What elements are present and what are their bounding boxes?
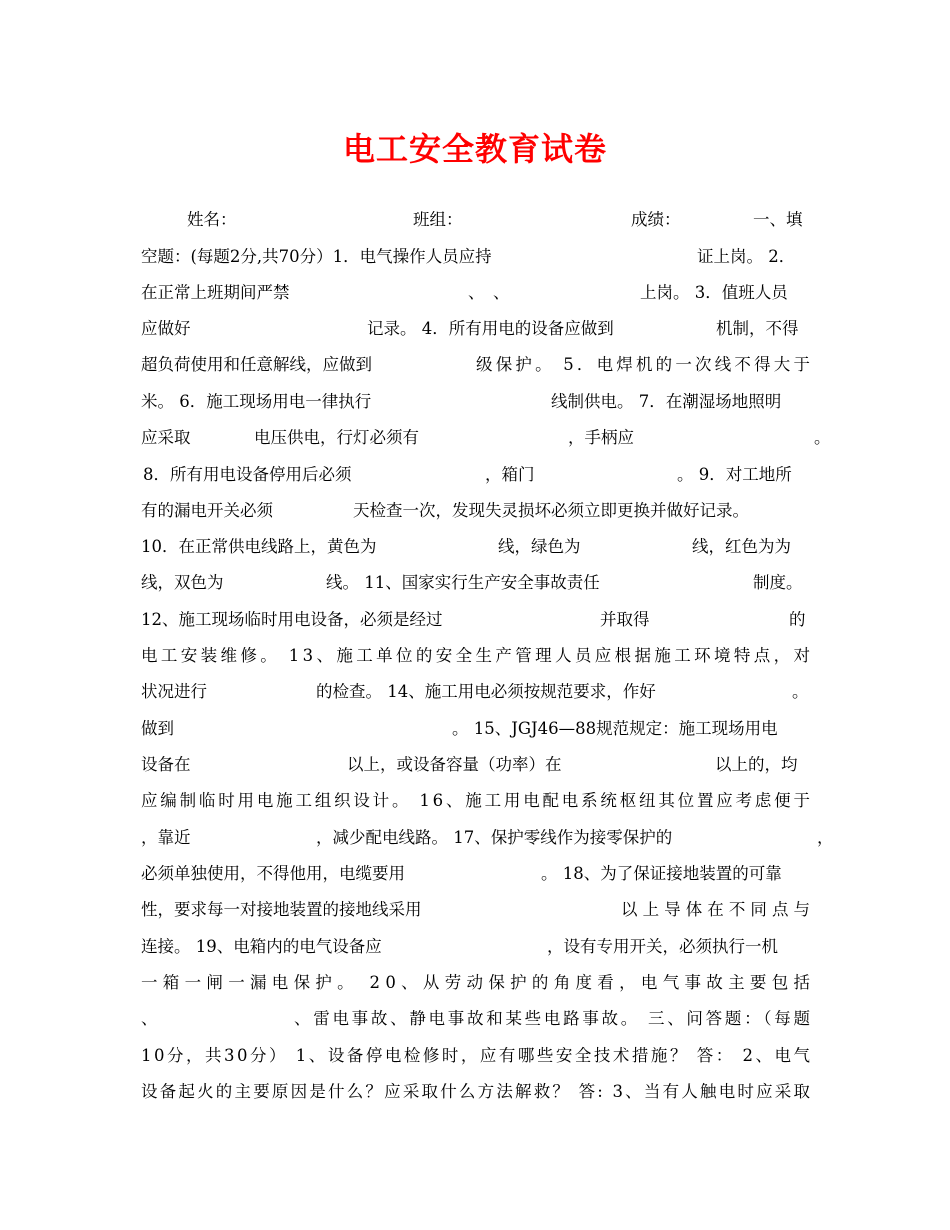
text-segment: 、	[493, 283, 510, 302]
text-segment: 。 18、为了保证接地装置的可靠	[541, 864, 782, 883]
text-segment: 以上导体在不同点与	[621, 900, 816, 919]
text-segment: 电工安装维修。 13、施工单位的安全生产管理人员应根据施工环境特点，对	[141, 646, 814, 665]
text-line	[0, 532, 950, 562]
text-segment: 一箱一闸一漏电保护。 20、从劳动保护的角度看，电气事故主要包括	[141, 973, 816, 992]
text-segment: 设备起火的主要原因是什么？应采取什么方法解救？ 答: 3、当有人触电时应采取	[141, 1082, 813, 1101]
text-line	[0, 205, 950, 235]
text-segment: 线。 11、国家实行生产安全事故责任	[326, 573, 600, 592]
text-segment: 的	[789, 610, 806, 629]
text-segment: 、	[141, 1009, 158, 1028]
text-segment: ，手柄应	[568, 428, 634, 447]
text-segment: 12、施工现场临时用电设备，必须是经过	[141, 610, 443, 629]
text-segment: 必须单独使用，不得他用，电缆要用	[141, 864, 405, 883]
text-segment: 线，绿色为	[498, 537, 581, 556]
text-segment: 以上的，均	[715, 755, 798, 774]
text-line	[0, 605, 950, 635]
text-segment: 上岗。 3．值班人员	[640, 283, 788, 302]
text-segment: ，	[817, 828, 834, 847]
text-segment: 。	[792, 682, 809, 701]
text-segment: 制度。	[753, 573, 803, 592]
text-segment: ，设有专用开关，必须执行一机	[547, 937, 778, 956]
text-segment: 做到	[141, 719, 174, 738]
document-title: 电工安全教育试卷	[342, 130, 607, 168]
text-line	[0, 350, 950, 380]
text-segment: 线制供电。 7．在潮湿场地照明	[551, 392, 782, 411]
text-segment: 设备在	[141, 755, 191, 774]
text-line	[0, 968, 950, 998]
text-segment: 米。 6．施工现场用电一律执行	[141, 392, 372, 411]
text-segment: 状况进行	[141, 682, 207, 701]
text-segment: 的检查。 14、施工用电必须按规范要求，作好	[316, 682, 656, 701]
text-line	[0, 823, 950, 853]
text-line	[0, 314, 950, 344]
text-segment: 10分，共30分） 1、设备停电检修时，应有哪些安全技术措施？ 答： 2、电气	[141, 1046, 813, 1065]
text-segment: 线，双色为	[141, 573, 224, 592]
text-segment: 有的漏电开关必须	[141, 501, 273, 520]
text-segment: 应采取	[141, 428, 191, 447]
text-segment: 应做好	[141, 319, 191, 338]
text-segment: ，箱门	[485, 465, 535, 484]
text-line	[0, 460, 950, 490]
text-segment: 记录。 4．所有用电的设备应做到	[367, 319, 614, 338]
text-line	[0, 932, 950, 962]
text-segment: 。 15、JGJ46—88规范规定：施工现场用电	[452, 719, 778, 738]
text-line	[0, 786, 950, 816]
text-segment: 机制，不得	[716, 319, 799, 338]
text-segment: 性，要求每一对接地装置的接地线采用	[141, 900, 422, 919]
text-segment: 天检查一次，发现失灵损坏必须立即更换并做好记录。	[353, 501, 749, 520]
text-segment: 、雷电事故、静电事故和某些电路事故。 三、问答题：（每题	[294, 1009, 813, 1028]
text-line	[0, 387, 950, 417]
text-segment: ，靠近	[141, 828, 191, 847]
text-line	[0, 568, 950, 598]
text-line	[0, 859, 950, 889]
text-segment: 姓名：	[187, 210, 237, 229]
text-segment: 超负荷使用和任意解线，应做到	[141, 355, 372, 374]
text-line	[0, 641, 950, 671]
text-segment: 10．在正常供电线路上，黄色为	[141, 537, 377, 556]
text-line	[0, 1041, 950, 1071]
text-segment: 电压供电，行灯必须有	[254, 428, 419, 447]
text-segment: 。 9．对工地所	[677, 465, 792, 484]
text-segment: 。	[814, 428, 831, 447]
text-segment: 空题：(每题2分,共70分）1．电气操作人员应持	[141, 247, 492, 266]
text-segment: 连接。 19、电箱内的电气设备应	[141, 937, 382, 956]
text-segment: 8．所有用电设备停用后必须	[143, 465, 352, 484]
text-line	[0, 750, 950, 780]
text-segment: 成绩：	[631, 210, 681, 229]
text-line	[0, 1004, 950, 1034]
text-segment: 班组：	[413, 210, 463, 229]
text-segment: 一、填	[753, 210, 803, 229]
text-line	[0, 278, 950, 308]
text-line	[0, 496, 950, 526]
text-segment: 线，红色为为	[692, 537, 791, 556]
text-line	[0, 242, 950, 272]
text-segment: 以上，或设备容量（功率）在	[347, 755, 562, 774]
text-segment: 、	[468, 283, 485, 302]
text-line	[0, 423, 950, 453]
text-line	[0, 714, 950, 744]
text-segment: ，减少配电线路。 17、保护零线作为接零保护的	[316, 828, 673, 847]
text-segment: 级保护。 5．电焊机的一次线不得大于	[476, 355, 814, 374]
text-line	[0, 1077, 950, 1107]
text-segment: 应编制临时用电施工组织设计。 16、施工用电配电系统枢纽其位置应考虑便于	[141, 791, 813, 810]
text-line	[0, 895, 950, 925]
text-segment: 证上岗。 2．	[697, 247, 796, 266]
text-segment: 并取得	[600, 610, 650, 629]
text-segment: 在正常上班期间严禁	[141, 283, 290, 302]
text-line	[0, 677, 950, 707]
